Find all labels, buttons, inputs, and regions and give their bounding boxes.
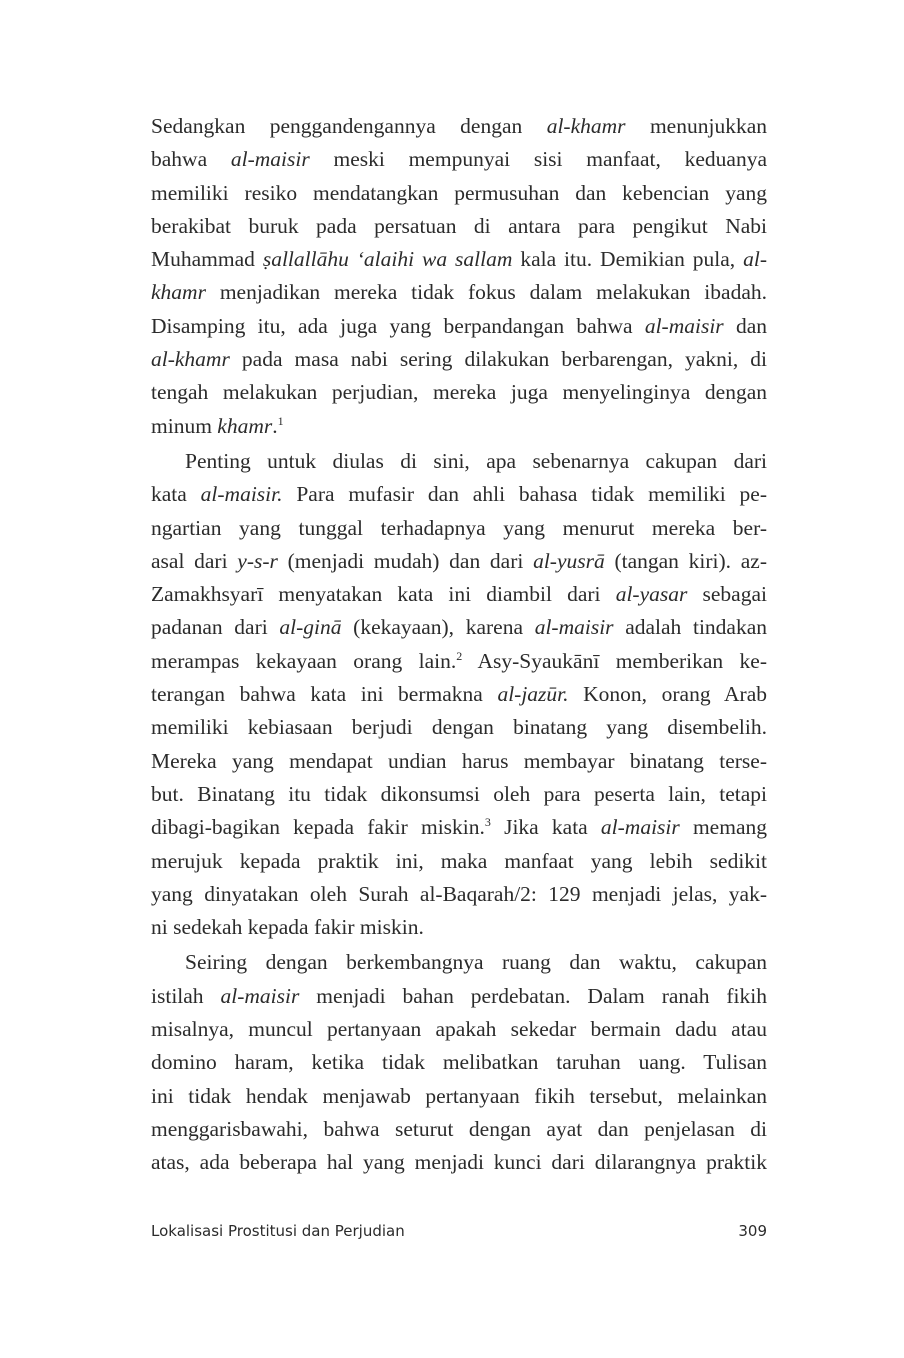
italic-term: al-maisir — [220, 983, 300, 1008]
text-run: kala itu. Demikian pula, — [512, 247, 744, 272]
italic-term: khamr — [151, 280, 206, 305]
text-line — [151, 645, 767, 678]
text-run: Penting untuk diulas di sini, apa sebenarnya cakupan dari — [185, 448, 767, 473]
text-run: (kekayaan), karena — [341, 615, 535, 640]
text-line — [151, 811, 767, 844]
text-run: padanan dari — [151, 615, 280, 640]
text-line — [151, 210, 767, 243]
text-line — [151, 276, 767, 309]
footnote-marker: 2 — [456, 648, 463, 663]
italic-term: al-maisir — [230, 147, 310, 172]
text-run: bahwa — [151, 147, 231, 172]
italic-term: al-maisir — [644, 313, 724, 338]
italic-term: al-yasar — [615, 582, 688, 607]
text-run: ni sedekah kepada fakir miskin. — [151, 915, 424, 940]
text-run: memiliki resiko mendatangkan permusuhan dan kebencian yang — [151, 180, 767, 205]
text-line — [151, 143, 767, 176]
italic-term: al-maisir. — [200, 482, 283, 507]
italic-term: al-khamr — [546, 114, 626, 138]
text-run: pada masa nabi sering dilakukan berbarengan, yakni, di — [229, 347, 767, 372]
text-line — [151, 410, 767, 443]
running-title: Lokalisasi Prostitusi dan Perjudian — [151, 1222, 405, 1240]
paragraph-1 — [151, 110, 767, 443]
text-run: Asy-Syaukānī memberikan ke- — [462, 648, 768, 673]
text-run: Jika kata — [490, 815, 601, 840]
text-run: merampas kekayaan orang lain. — [151, 648, 457, 673]
italic-term: al- — [743, 247, 767, 272]
text-run: . — [272, 413, 278, 438]
text-run: memiliki kebiasaan berjudi dengan binatang yang disembelih. — [151, 715, 767, 740]
text-run: kata — [151, 482, 201, 507]
footnote-marker: 1 — [277, 413, 284, 428]
text-run: menjadi bahan perdebatan. Dalam ranah fikih — [299, 983, 767, 1008]
text-line — [151, 512, 767, 545]
italic-term: khamr — [217, 413, 273, 438]
italic-term: al-maisir — [600, 815, 680, 840]
text-line — [151, 445, 767, 478]
text-run: berakibat buruk pada persatuan di antara para pengikut Nabi — [151, 213, 767, 238]
text-line — [151, 177, 767, 210]
text-run: minum — [151, 413, 218, 438]
text-line — [151, 1113, 767, 1146]
text-run: merujuk kepada praktik ini, maka manfaat yang lebih sedikit — [151, 848, 767, 873]
text-run: misalnya, muncul pertanyaan apakah sekedar bermain dadu atau — [151, 1017, 767, 1042]
text-run: Muhammad — [151, 247, 263, 272]
text-run: dan — [723, 313, 768, 338]
text-line — [151, 478, 767, 511]
text-run: istilah — [151, 983, 221, 1008]
text-run: Sedangkan penggandengannya dengan — [151, 114, 547, 138]
italic-term: al-yusrā — [533, 548, 605, 573]
text-run: menunjukkan — [625, 114, 767, 138]
text-run: meski mempunyai sisi manfaat, keduanya — [309, 147, 767, 172]
text-run: sebagai — [687, 582, 767, 607]
text-run: (menjadi mudah) dan dari — [277, 548, 534, 573]
text-line — [151, 711, 767, 744]
text-line — [151, 310, 767, 343]
italic-term: al-ginā — [279, 615, 342, 640]
text-run: ngartian yang tunggal terhadapnya yang menurut mereka ber- — [151, 515, 767, 540]
text-run: Konon, orang Arab — [568, 682, 768, 707]
text-line — [151, 745, 767, 778]
text-line — [151, 1013, 767, 1046]
body-text — [151, 110, 767, 1180]
text-line — [151, 611, 767, 644]
text-line — [151, 110, 767, 143]
text-run: Seiring dengan berkembangnya ruang dan waktu, cakupan — [185, 950, 767, 975]
text-run: Zamakhsyarī menyatakan kata ini diambil dari — [151, 582, 616, 607]
text-run: memang — [679, 815, 767, 840]
text-line — [151, 343, 767, 376]
italic-term: y-s-r — [237, 548, 278, 573]
page-number: 309 — [738, 1222, 767, 1240]
text-line — [151, 376, 767, 409]
text-line — [151, 845, 767, 878]
text-line — [151, 911, 767, 944]
text-run: terangan bahwa kata ini bermakna — [151, 682, 498, 707]
text-run: menjadikan mereka tidak fokus dalam melakukan ibadah. — [205, 280, 767, 305]
text-run: dibagi-bagikan kepada fakir miskin. — [151, 815, 485, 840]
italic-term: al-jazūr. — [497, 682, 569, 707]
text-line — [151, 243, 767, 276]
text-run: (tangan kiri). az- — [604, 548, 767, 573]
text-run: asal dari — [151, 548, 238, 573]
text-line — [151, 1080, 767, 1113]
text-run: Para mufasir dan ahli bahasa tidak memiliki pe- — [282, 482, 767, 507]
text-line — [151, 1046, 767, 1079]
text-line — [151, 878, 767, 911]
italic-term: al-khamr — [151, 347, 230, 372]
text-line — [151, 946, 767, 979]
text-run: tengah melakukan perjudian, mereka juga menyelinginya dengan — [151, 380, 767, 405]
text-run: adalah tindakan — [613, 615, 768, 640]
paragraph-2 — [151, 445, 767, 944]
footnote-marker: 3 — [484, 815, 491, 830]
paragraph-3 — [151, 946, 767, 1179]
text-line — [151, 980, 767, 1013]
text-line — [151, 1146, 767, 1179]
page-footer — [151, 1222, 767, 1248]
text-line — [151, 778, 767, 811]
text-run: yang dinyatakan oleh Surah al-Baqarah/2: 129 menjadi jelas, yak- — [151, 881, 767, 906]
italic-term: al-maisir — [534, 615, 614, 640]
text-run: domino haram, ketika tidak melibatkan taruhan uang. Tulisan — [151, 1050, 767, 1075]
text-line — [151, 545, 767, 578]
text-run: Disamping itu, ada juga yang berpandangan bahwa — [151, 313, 645, 338]
text-run: but. Binatang itu tidak dikonsumsi oleh para peserta lain, tetapi — [151, 781, 767, 806]
italic-term: ṣallallāhu ‘alaihi wa sallam — [262, 247, 513, 272]
text-run: atas, ada beberapa hal yang menjadi kunci dari dilarangnya praktik — [151, 1150, 767, 1175]
text-run: menggarisbawahi, bahwa seturut dengan ayat dan penjelasan di — [151, 1116, 767, 1141]
text-run: ini tidak hendak menjawab pertanyaan fikih tersebut, melainkan — [151, 1083, 767, 1108]
text-run: Mereka yang mendapat undian harus membayar binatang terse- — [151, 748, 767, 773]
text-line — [151, 678, 767, 711]
text-line — [151, 578, 767, 611]
